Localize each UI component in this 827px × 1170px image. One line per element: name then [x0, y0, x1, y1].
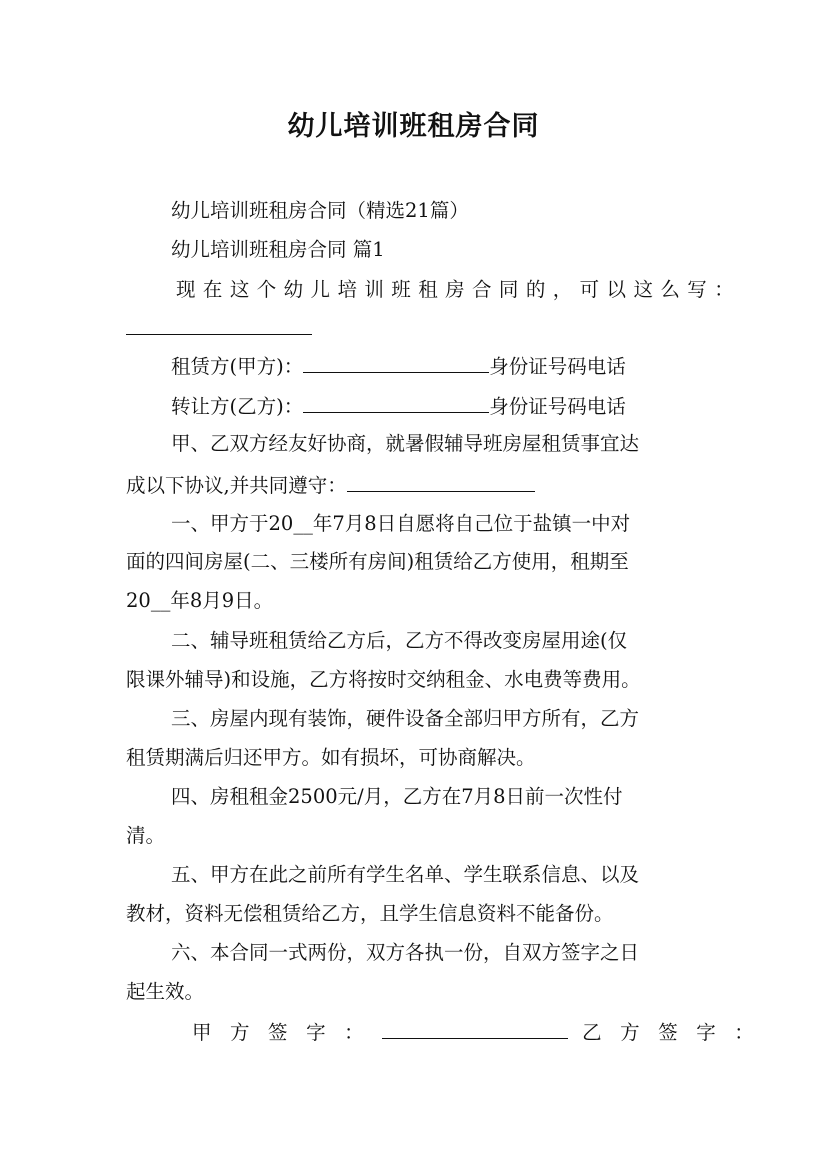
clause-5-line-2: 教材，资料无偿租赁给乙方，且学生信息资料不能备份。 [126, 902, 614, 925]
clause-3-line-1: 三、房屋内现有装饰，硬件设备全部归甲方所有，乙方 [171, 707, 640, 730]
clause-1-line-2: 面的四间房屋(二、三楼所有房间)租赁给乙方使用，租期至 [126, 550, 629, 573]
agreement-blank [347, 471, 535, 492]
party-b-blank [303, 392, 489, 413]
clause-1-line-1: 一、甲方于20__年7月8日自愿将自己位于盐镇一中对 [171, 512, 631, 535]
party-b-id-phone-label: 身份证号码电话 [489, 395, 626, 418]
document-title: 幼儿培训班租房合同 [287, 111, 540, 142]
clause-2-line-1: 二、辅导班租赁给乙方后，乙方不得改变房屋用途(仅 [171, 629, 628, 652]
clause-4-line-2: 清。 [126, 824, 166, 847]
party-a-id-phone-label: 身份证号码电话 [489, 355, 626, 378]
agreement-line-1: 甲、乙双方经友好协商，就暑假辅导班房屋租赁事宜达 [171, 432, 640, 455]
clause-1-line-3: 20__年8月9日。 [126, 589, 274, 612]
party-a-line [171, 352, 626, 380]
party-a-signature-label: 甲方签字： [192, 1021, 383, 1044]
section-heading: 幼儿培训班租房合同 篇1 [171, 238, 385, 261]
clause-6-line-1: 六、本合同一式两份，双方各执一份，自双方签字之日 [171, 941, 640, 964]
party-a-signature-blank [382, 1018, 568, 1039]
clause-6-line-2: 起生效。 [126, 980, 205, 1003]
party-b-line [171, 392, 626, 420]
clause-5-line-1: 五、甲方在此之前所有学生名单、学生联系信息、以及 [171, 863, 640, 886]
party-b-signature-label: 乙方签字： [582, 1021, 773, 1044]
intro-blank-line [126, 314, 312, 342]
party-a-blank [303, 352, 489, 373]
clause-4-line-1: 四、房租租金2500元/月，乙方在7月8日前一次性付 [171, 785, 623, 808]
subtitle: 幼儿培训班租房合同（精选21篇） [171, 199, 469, 222]
party-b-label: 转让方(乙方)： [171, 395, 304, 418]
party-a-label: 租赁方(甲方)： [171, 355, 304, 378]
intro-line: 现在这个幼儿培训班租房合同的，可以这么写： [176, 278, 742, 301]
signature-line [192, 1018, 772, 1046]
clause-3-line-2: 租赁期满后归还甲方。如有损坏，可协商解决。 [126, 746, 536, 769]
clause-2-line-2: 限课外辅导)和设施，乙方将按时交纳租金、水电费等费用。 [126, 668, 641, 691]
agreement-line-2 [126, 471, 535, 499]
agreement-text: 成以下协议,并共同遵守： [126, 474, 347, 497]
blank-underline [126, 314, 312, 335]
